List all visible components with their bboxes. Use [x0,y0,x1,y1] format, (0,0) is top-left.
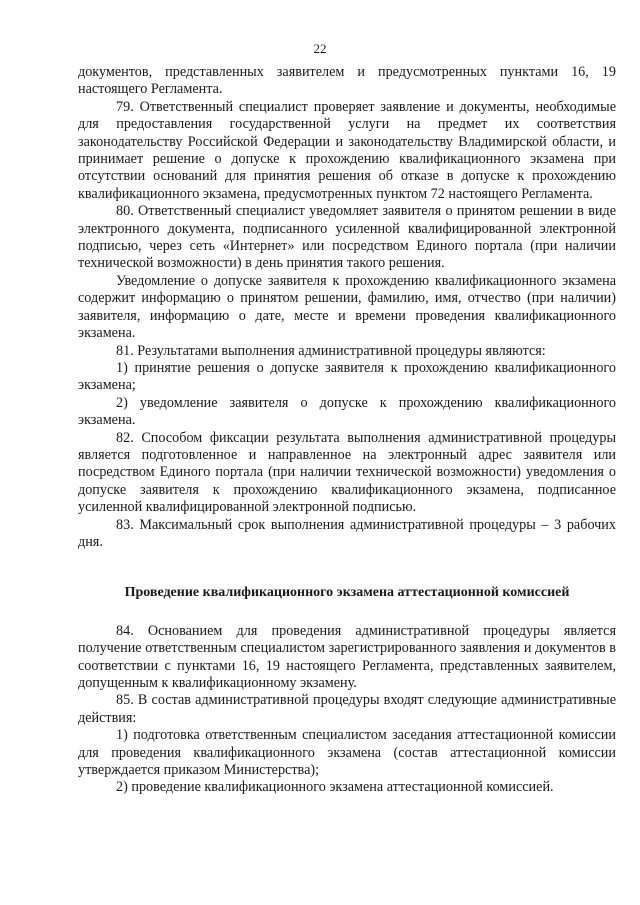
list-item-81-2: 2) уведомление заявителя о допуске к прохождению квалификационного экзамена. [78,394,616,429]
document-body [78,64,616,797]
list-item-81-1: 1) принятие решения о допуске заявителя к прохождению квалификационного экзамена; [78,359,616,394]
paragraph-85: 85. В состав административной процедуры входят следующие административные действия: [78,692,616,726]
paragraph-83: 83. Максимальный срок выполнения административной процедуры – 3 рабочих дня. [78,516,616,550]
paragraph: документов, представленных заявителем и предусмотренных пунктами 16, 19 настоящего Регламента. [78,64,616,98]
list-item-85-2: 2) проведение квалификационного экзамена аттестационной комиссией. [116,779,554,796]
paragraph-84: 84. Основанием для проведения административной процедуры является получение ответственным специалистом зарегистрированного заявления и документов в соответствии с пунктами 16, 19 настоящего Регламента, представленных заявителем, допущенным к квалификационному экзамену. [78,622,616,691]
paragraph-80: 80. Ответственный специалист уведомляет заявителя о принятом решении в виде электронного документа, подписанного усиленной квалифицированной электронной подписью, через сеть «Интернет» или посредством Единого портала (при наличии технической возможности) в день принятия такого решения. [78,203,616,272]
section-heading: Проведение квалификационного экзамена аттестационной комиссией [124,585,570,601]
page-number: 22 [313,41,327,56]
paragraph-81: 81. Результатами выполнения административной процедуры являются: [116,342,546,359]
paragraph-82: 82. Способом фиксации результата выполнения административной процедуры является подготовленное и направленное на электронный адрес заявителя или посредством Единого портала (при наличии технической возможности) уведомления о допуске заявителя к прохождению квалификационного экзамена, подписанное усиленной квалифицированной электронной подписью. [78,429,616,516]
list-item-85-1: 1) подготовка ответственным специалистом заседания аттестационной комиссии для проведения квалификационного экзамена (состав аттестационной комиссии утверждается приказом Министерства); [78,727,616,779]
paragraph-79: 79. Ответственный специалист проверяет заявление и документы, необходимые для предоставления государственной услуги на предмет их соответствия законодательству Российской Федерации и законодательству Владимирской области, и принимает решение о допуске к прохождению квалификационного экзамена при отсутствии оснований для принятия решения об отказе в допуске к прохождению квалификационного экзамена, предусмотренных пунктом 72 настоящего Регламента. [78,98,616,202]
paragraph-notification: Уведомление о допуске заявителя к прохождению квалификационного экзамена содержит информацию о принятом решении, фамилию, имя, отчество (при наличии) заявителя, информацию о дате, месте и времени проведения квалификационного экзамена. [78,272,616,342]
